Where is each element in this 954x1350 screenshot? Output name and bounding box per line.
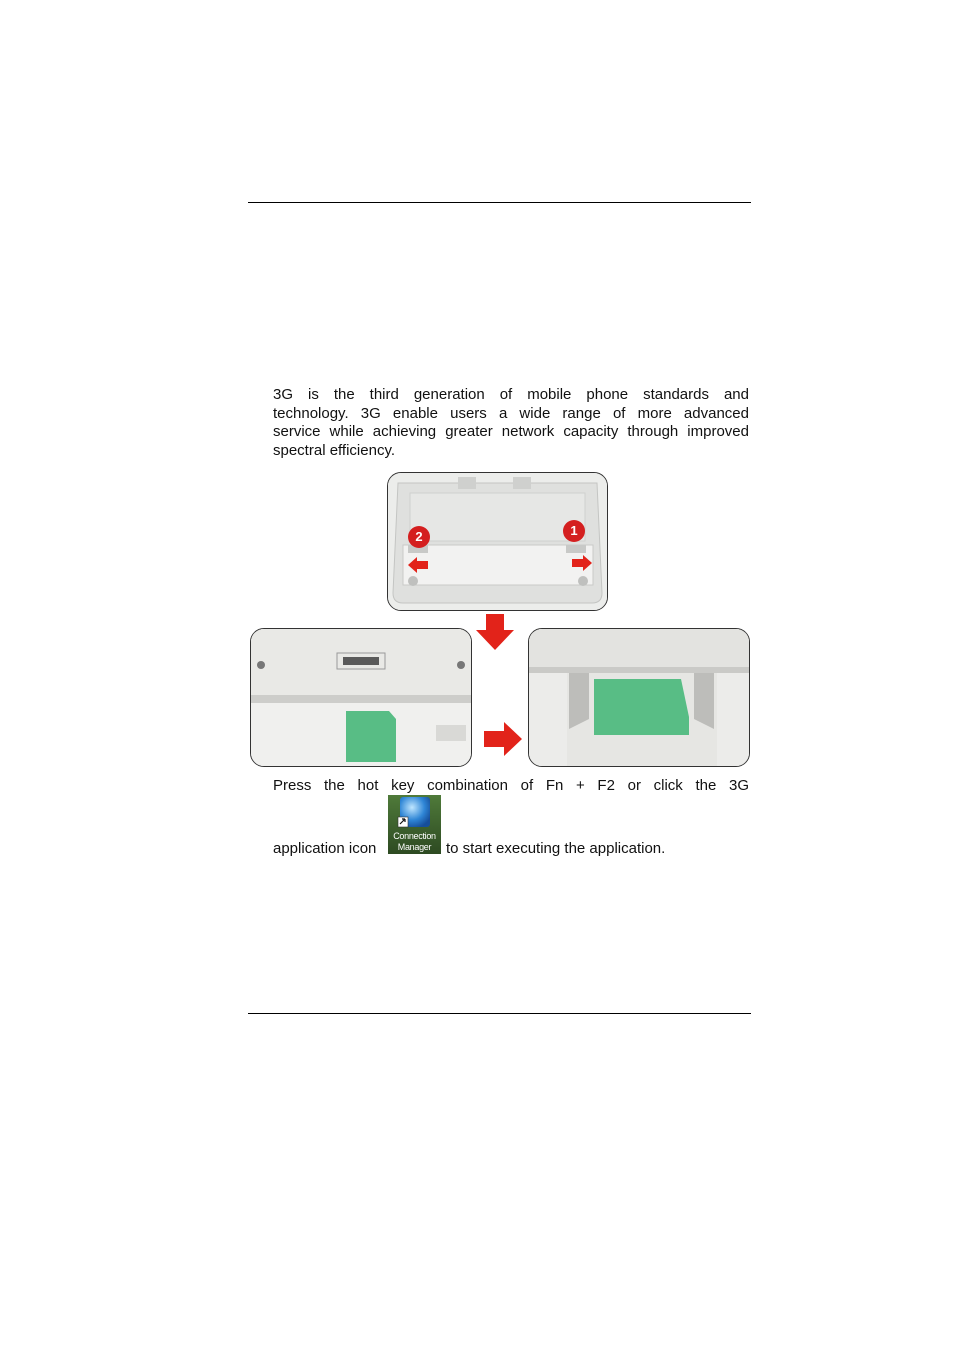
icon-label-line-1: Connection [393, 831, 436, 841]
icon-label-line-2: Manager [397, 842, 432, 852]
intro-paragraph [273, 386, 749, 460]
intro-line-1: 3G is the third generation of mobile phone standards and [273, 386, 749, 403]
instruction-after-icon: to start executing the application. [446, 840, 666, 857]
instruction-before-icon: application icon [273, 840, 377, 857]
laptop-bottom-photo [387, 472, 608, 611]
intro-line-3: service while achieving greater network capacity through improved [273, 423, 749, 441]
step-1-marker: 1 [563, 520, 585, 542]
slide-right-arrow-icon [572, 555, 592, 571]
step-2-marker: 2 [408, 526, 430, 548]
sim-insert-photo [250, 628, 472, 767]
footer-rule [248, 1013, 751, 1014]
intro-line-2: technology. 3G enable users a wide range of more advanced [273, 404, 749, 422]
down-arrow-icon [476, 614, 514, 650]
instruction-line-1: Press the hot key combination of Fn + F2 or click the 3G [273, 777, 749, 794]
header-rule [248, 202, 751, 203]
right-arrow-icon [484, 722, 522, 756]
slide-left-arrow-icon [408, 557, 428, 573]
sim-inserted-photo [528, 628, 750, 767]
connection-manager-icon[interactable] [388, 795, 441, 854]
intro-line-4: spectral efficiency. [273, 441, 395, 459]
